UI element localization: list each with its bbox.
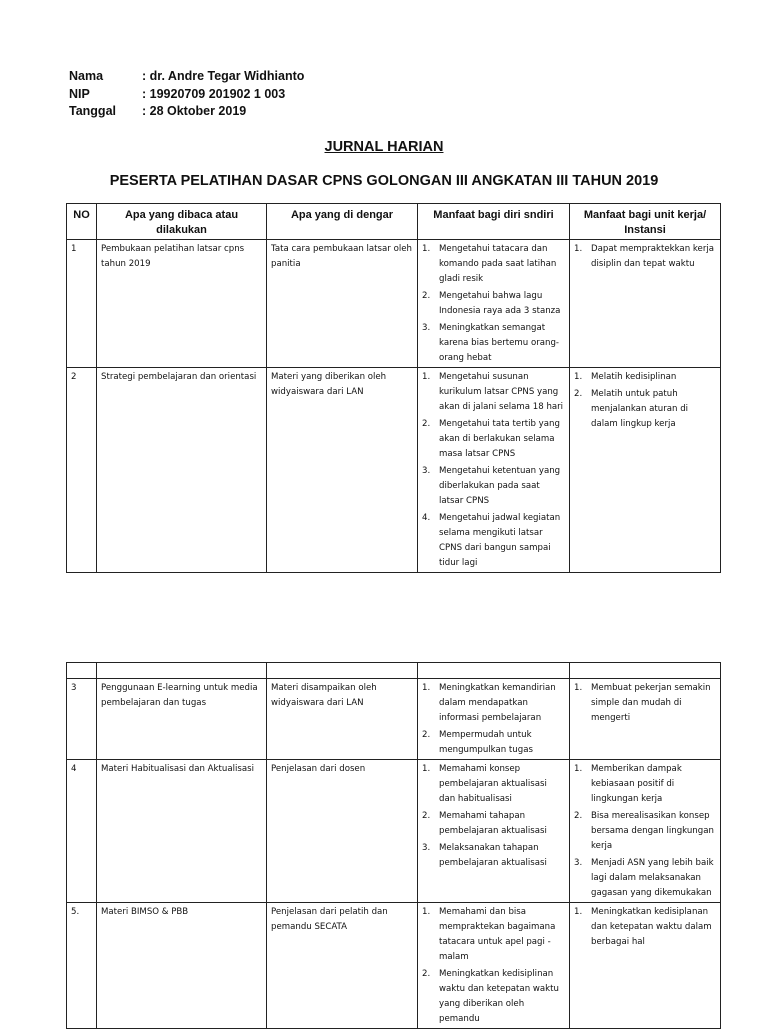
item-number: 2. bbox=[574, 811, 583, 821]
table-empty-header-row bbox=[67, 663, 721, 679]
table-row bbox=[67, 679, 721, 760]
empty-cell bbox=[570, 663, 721, 679]
item-number: 1. bbox=[574, 764, 583, 774]
list-item bbox=[422, 681, 565, 726]
list-item bbox=[422, 809, 565, 839]
item-text: Memahami konsep pembelajaran aktualisasi dan habitualisasi bbox=[439, 764, 547, 804]
item-text: Menjadi ASN yang lebih baik lagi dalam melaksanakan gagasan yang dikemukakan bbox=[591, 858, 714, 898]
list-item bbox=[574, 387, 716, 432]
cell-dibaca: Strategi pembelajaran dan orientasi bbox=[97, 368, 267, 573]
manfaat-unit-list bbox=[574, 762, 716, 901]
manfaat-unit-list bbox=[574, 905, 716, 950]
list-item bbox=[422, 967, 565, 1027]
item-text: Mengetahui tatacara dan komando pada saat latihan gladi resik bbox=[439, 244, 557, 284]
list-item bbox=[574, 762, 716, 807]
item-text: Mengetahui ketentuan yang diberlakukan pada saat latsar CPNS bbox=[439, 466, 561, 506]
list-item bbox=[422, 289, 565, 319]
cell-dibaca: Materi BIMSO & PBB bbox=[97, 903, 267, 1029]
item-number: 2. bbox=[574, 389, 583, 399]
item-number: 1. bbox=[422, 372, 431, 382]
cell-no: 5. bbox=[67, 903, 97, 1029]
item-text: Melatih untuk patuh menjalankan aturan di dalam lingkup kerja bbox=[591, 389, 689, 429]
item-text: Meningkatkan kedisiplinan waktu dan ketepatan waktu yang diberikan oleh pemandu bbox=[439, 969, 559, 1024]
cell-dibaca: Materi Habitualisasi dan Aktualisasi bbox=[97, 760, 267, 903]
item-number: 3. bbox=[422, 323, 431, 333]
column-header-manfaat-diri: Manfaat bagi diri sndiri bbox=[418, 204, 570, 240]
document-title: JURNAL HARIAN bbox=[324, 139, 444, 155]
manfaat-diri-list bbox=[422, 905, 565, 1027]
list-item bbox=[422, 370, 565, 415]
item-number: 1. bbox=[574, 244, 583, 254]
item-text: Memberikan dampak kebiasaan positif di lingkungan kerja bbox=[591, 764, 682, 804]
item-number: 1. bbox=[574, 907, 583, 917]
column-header-dibaca: Apa yang dibaca atau dilakukan bbox=[97, 204, 267, 240]
item-text: Dapat mempraktekkan kerja disiplin dan tepat waktu bbox=[591, 244, 715, 269]
list-item bbox=[422, 321, 565, 366]
column-header-no: NO bbox=[67, 204, 97, 240]
item-number: 1. bbox=[574, 683, 583, 693]
list-item bbox=[574, 856, 716, 901]
empty-cell bbox=[418, 663, 570, 679]
list-item bbox=[422, 841, 565, 871]
item-number: 2. bbox=[422, 969, 431, 979]
cell-no: 4 bbox=[67, 760, 97, 903]
table-header-row bbox=[67, 204, 721, 240]
cell-manfaat-diri bbox=[418, 240, 570, 368]
item-text: Mempermudah untuk mengumpulkan tugas bbox=[439, 730, 533, 755]
cell-manfaat-unit bbox=[570, 903, 721, 1029]
manfaat-diri-list bbox=[422, 242, 565, 366]
cell-manfaat-diri bbox=[418, 368, 570, 573]
manfaat-diri-list bbox=[422, 681, 565, 758]
item-text: Mengetahui susunan kurikulum latsar CPNS yang akan di jalani selama 18 hari bbox=[439, 372, 564, 412]
list-item bbox=[422, 762, 565, 807]
item-number: 1. bbox=[422, 683, 431, 693]
item-number: 4. bbox=[422, 513, 431, 523]
cell-no: 1 bbox=[67, 240, 97, 368]
identity-header bbox=[69, 68, 304, 121]
item-text: Mengetahui bahwa lagu Indonesia raya ada 3 stanza bbox=[439, 291, 561, 316]
item-text: Memahami dan bisa mempraktekan bagaimana tatacara untuk apel pagi - malam bbox=[439, 907, 556, 962]
cell-didengar: Penjelasan dari dosen bbox=[267, 760, 418, 903]
list-item bbox=[422, 511, 565, 571]
manfaat-unit-list bbox=[574, 370, 716, 432]
item-text: Mengetahui jadwal kegiatan selama mengikuti latsar CPNS dari bangun sampai tidur lagi bbox=[439, 513, 561, 568]
item-number: 2. bbox=[422, 811, 431, 821]
cell-dibaca: Penggunaan E-learning untuk media pembelajaran dan tugas bbox=[97, 679, 267, 760]
table-row bbox=[67, 903, 721, 1029]
column-header-didengar: Apa yang di dengar bbox=[267, 204, 418, 240]
nama-row bbox=[69, 68, 304, 86]
item-text: Meningkatkan kedisiplanan dan ketepatan waktu dalam berbagai hal bbox=[591, 907, 712, 947]
item-number: 1. bbox=[422, 764, 431, 774]
empty-cell bbox=[97, 663, 267, 679]
item-number: 2. bbox=[422, 291, 431, 301]
item-text: Melaksanakan tahapan pembelajaran aktualisasi bbox=[439, 843, 547, 868]
cell-manfaat-diri bbox=[418, 679, 570, 760]
list-item bbox=[422, 905, 565, 965]
item-number: 1. bbox=[422, 244, 431, 254]
cell-manfaat-diri bbox=[418, 760, 570, 903]
item-number: 2. bbox=[422, 730, 431, 740]
cell-manfaat-unit bbox=[570, 760, 721, 903]
cell-no: 2 bbox=[67, 368, 97, 573]
list-item bbox=[422, 728, 565, 758]
table-row bbox=[67, 240, 721, 368]
cell-manfaat-unit bbox=[570, 679, 721, 760]
tanggal-label: Tanggal bbox=[69, 104, 116, 118]
column-header-manfaat-unit: Manfaat bagi unit kerja/ Instansi bbox=[570, 204, 721, 240]
item-number: 2. bbox=[422, 419, 431, 429]
empty-cell bbox=[267, 663, 418, 679]
manfaat-diri-list bbox=[422, 370, 565, 571]
cell-manfaat-unit bbox=[570, 368, 721, 573]
nip-row bbox=[69, 86, 304, 104]
item-text: Meningkatkan semangat karena bias bertemu orang-orang hebat bbox=[439, 323, 560, 363]
document-subtitle: PESERTA PELATIHAN DASAR CPNS GOLONGAN III ANGKATAN III TAHUN 2019 bbox=[109, 173, 659, 189]
cell-dibaca: Pembukaan pelatihan latsar cpns tahun 2019 bbox=[97, 240, 267, 368]
item-number: 1. bbox=[574, 372, 583, 382]
table-row bbox=[67, 368, 721, 573]
nip-value: : 19920709 201902 1 003 bbox=[142, 86, 286, 101]
item-text: Melatih kedisiplinan bbox=[591, 372, 677, 382]
list-item bbox=[422, 242, 565, 287]
list-item bbox=[422, 464, 565, 509]
list-item bbox=[422, 417, 565, 462]
list-item bbox=[574, 242, 716, 272]
manfaat-diri-list bbox=[422, 762, 565, 871]
cell-didengar: Materi disampaikan oleh widyaiswara dari LAN bbox=[267, 679, 418, 760]
cell-no: 3 bbox=[67, 679, 97, 760]
cell-manfaat-unit bbox=[570, 240, 721, 368]
item-text: Meningkatkan kemandirian dalam mendapatkan informasi pembelajaran bbox=[439, 683, 556, 723]
list-item bbox=[574, 905, 716, 950]
journal-table-page-1 bbox=[66, 203, 721, 573]
list-item bbox=[574, 681, 716, 726]
table-row bbox=[67, 760, 721, 903]
tanggal-row bbox=[69, 103, 304, 121]
item-number: 1. bbox=[422, 907, 431, 917]
cell-didengar: Materi yang diberikan oleh widyaiswara dari LAN bbox=[267, 368, 418, 573]
empty-cell bbox=[67, 663, 97, 679]
manfaat-unit-list bbox=[574, 242, 716, 272]
journal-table-page-2 bbox=[66, 662, 721, 1029]
item-text: Mengetahui tata tertib yang akan di berlakukan selama masa latsar CPNS bbox=[439, 419, 560, 459]
item-number: 3. bbox=[422, 843, 431, 853]
cell-didengar: Tata cara pembukaan latsar oleh panitia bbox=[267, 240, 418, 368]
item-text: Memahami tahapan pembelajaran aktualisasi bbox=[439, 811, 547, 836]
tanggal-value: : 28 Oktober 2019 bbox=[142, 104, 247, 118]
item-number: 3. bbox=[574, 858, 583, 868]
item-text: Membuat pekerjan semakin simple dan mudah di mengerti bbox=[591, 683, 711, 723]
cell-manfaat-diri bbox=[418, 903, 570, 1029]
list-item bbox=[574, 809, 716, 854]
nama-label: Nama bbox=[69, 69, 104, 83]
nama-value: : dr. Andre Tegar Widhianto bbox=[142, 69, 305, 83]
nip-label: NIP bbox=[69, 86, 90, 101]
cell-didengar: Penjelasan dari pelatih dan pemandu SECATA bbox=[267, 903, 418, 1029]
item-text: Bisa merealisasikan konsep bersama dengan lingkungan kerja bbox=[591, 811, 714, 851]
manfaat-unit-list bbox=[574, 681, 716, 726]
list-item bbox=[574, 370, 716, 385]
item-number: 3. bbox=[422, 466, 431, 476]
